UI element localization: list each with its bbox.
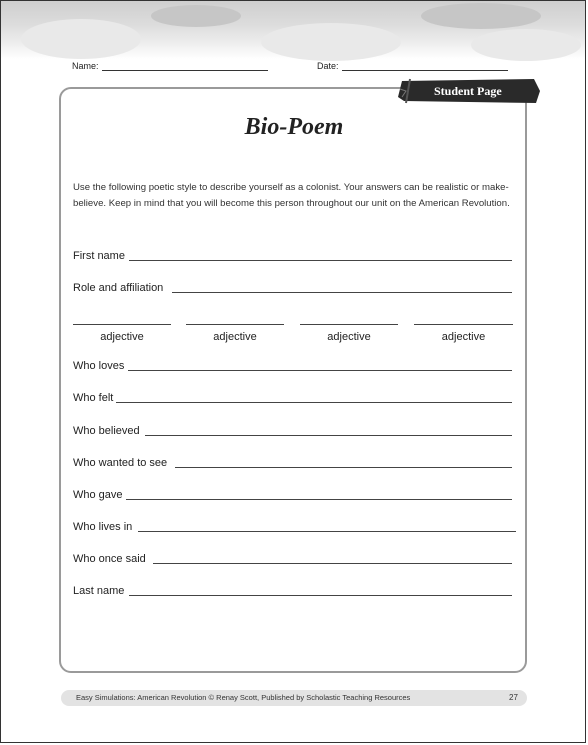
- first-name-label: First name: [73, 250, 125, 262]
- adjective-label: adjective: [100, 331, 144, 343]
- loves-line[interactable]: [128, 370, 512, 371]
- wanted-label: Who wanted to see: [73, 457, 168, 469]
- student-page-banner: [396, 77, 540, 105]
- role-label: Role and affiliation: [73, 282, 164, 294]
- banner-label: Student Page: [434, 84, 502, 98]
- texture-blob: [471, 29, 581, 61]
- role-line[interactable]: [172, 292, 512, 293]
- page-number: 27: [509, 693, 518, 702]
- name-line[interactable]: [102, 70, 268, 71]
- adjective-line[interactable]: [414, 324, 513, 325]
- top-paper-texture: [1, 1, 585, 59]
- first-name-line[interactable]: [129, 260, 512, 261]
- last-name-line[interactable]: [129, 595, 512, 596]
- intro-text: Use the following poetic style to describe yourself as a colonist. Your answers can be realistic or make-believe. Keep in mind that you will become this person throughout our unit on the American Revolution.: [73, 182, 510, 209]
- believed-label: Who believed: [73, 425, 140, 437]
- texture-blob: [421, 3, 541, 29]
- footer-credit: Easy Simulations: American Revolution © Renay Scott, Published by Scholastic Teaching Resources: [76, 693, 411, 702]
- lives-line[interactable]: [138, 531, 516, 532]
- believed-line[interactable]: [145, 435, 512, 436]
- name-label: Name:: [72, 61, 99, 71]
- lives-label: Who lives in: [73, 521, 133, 533]
- said-line[interactable]: [153, 563, 512, 564]
- worksheet-card: [59, 87, 527, 673]
- felt-line[interactable]: [116, 402, 512, 403]
- adjective-line[interactable]: [186, 324, 284, 325]
- texture-blob: [21, 19, 141, 59]
- page-title: Bio-Poem: [244, 114, 344, 140]
- wanted-line[interactable]: [175, 467, 512, 468]
- texture-blob: [261, 23, 401, 61]
- adjective-label: adjective: [327, 331, 371, 343]
- felt-label: Who felt: [73, 392, 114, 404]
- last-name-label: Last name: [73, 585, 125, 597]
- adjective-line[interactable]: [300, 324, 398, 325]
- said-label: Who once said: [73, 553, 146, 565]
- texture-blob: [151, 5, 241, 27]
- gave-line[interactable]: [126, 499, 512, 500]
- date-label: Date:: [317, 61, 339, 71]
- adjective-label: adjective: [441, 331, 486, 343]
- adjective-line[interactable]: [73, 324, 171, 325]
- date-line[interactable]: [342, 70, 508, 71]
- loves-label: Who loves: [73, 360, 125, 372]
- adjective-label: adjective: [213, 331, 257, 343]
- gave-label: Who gave: [73, 489, 123, 501]
